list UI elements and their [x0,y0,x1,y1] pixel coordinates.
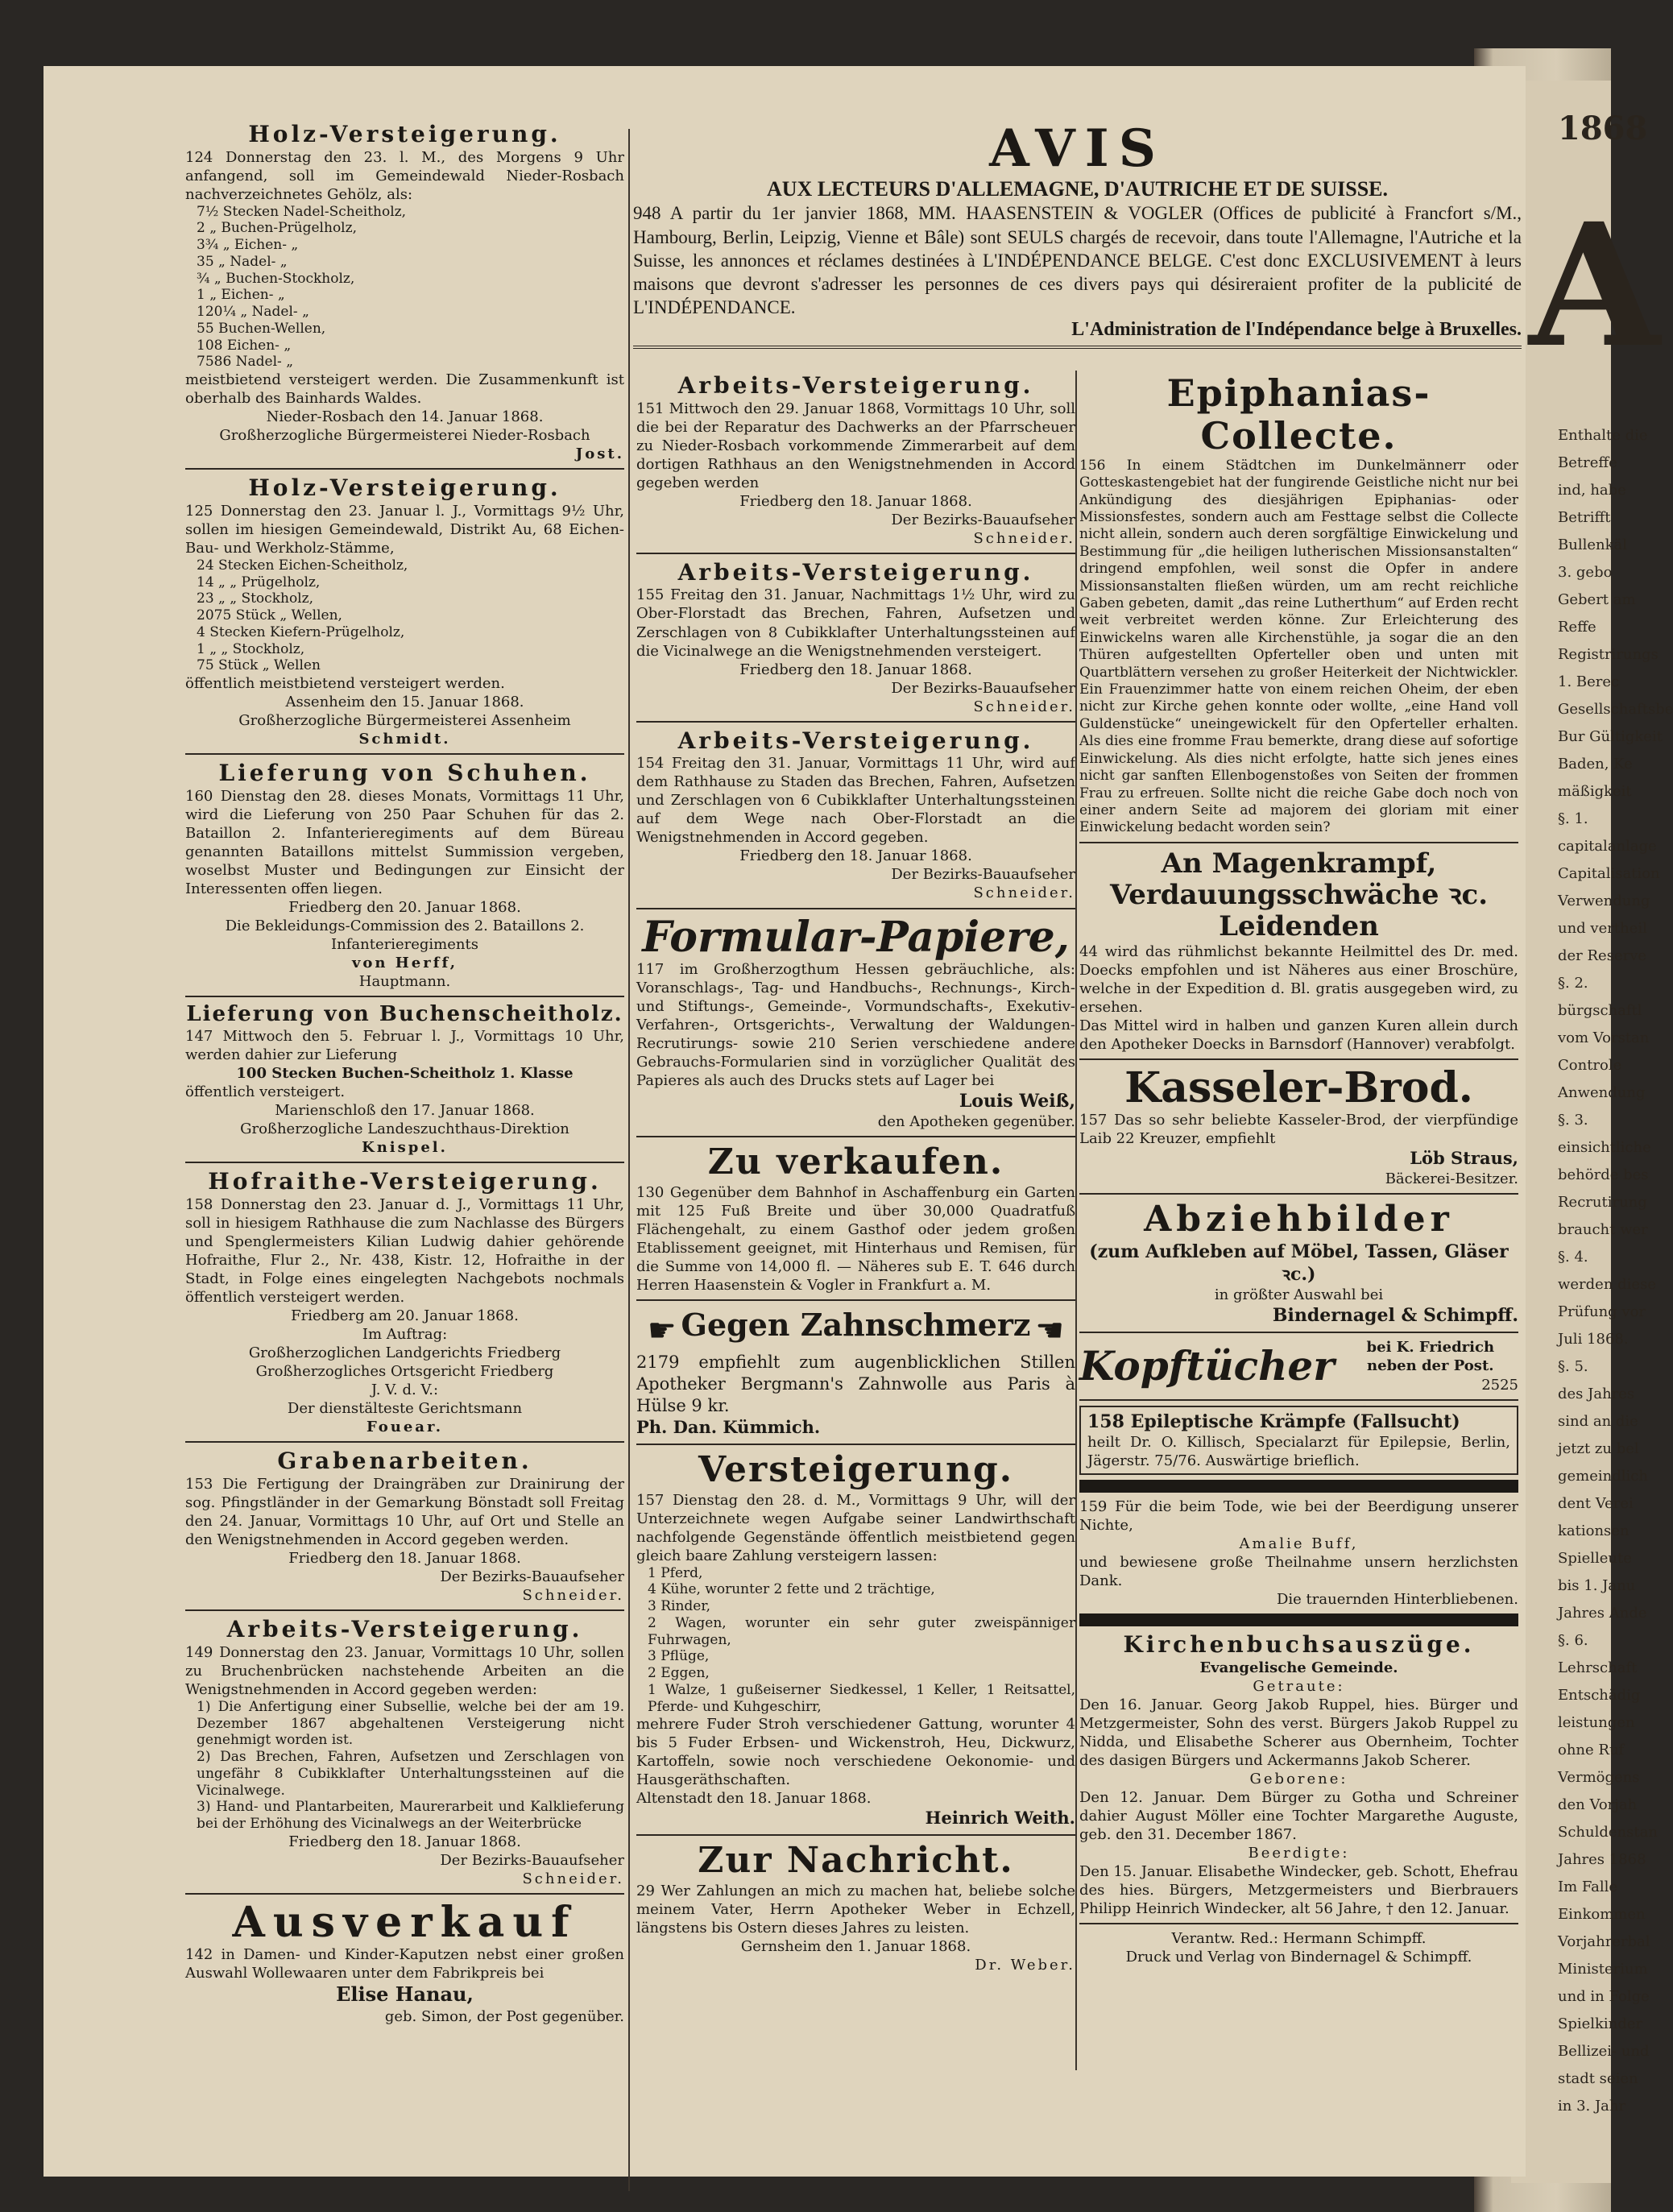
ad-name: Louis Weiß, [959,1090,1075,1112]
facing-page-fragment: Bullenkäl [1558,536,1627,553]
item-list [197,1699,624,1833]
facing-page-fragment: Vorjahrerbal [1558,1933,1650,1950]
divider [185,1441,624,1443]
ad-name: Löb Straus, [1410,1148,1518,1169]
ad-intro: 125 Donnerstag den 23. Januar l. J., Vormittags 9½ Uhr, sollen im hiesigen Gemeindewald, Distrikt Au, 68 Eichen-Bau- und Werkholz-Stämme, [185,502,624,557]
ad-title: Lieferung von Schuhen. [218,760,591,787]
ad-text: 153 Die Fertigung der Draingräben zur Drainirung der sog. Pfingstländer in der Gemarkung Bönstadt soll Freitag den 24. Januar, Vormittags 10 Uhr, auf Ort und Stelle an den Wenigstnehmenden in Accord gegeben werden. [185,1476,624,1549]
list-item: 24 Stecken Eichen-Scheitholz, [197,557,408,574]
facing-page-fragment: Einkommen [1558,1906,1646,1923]
divider [185,1609,624,1611]
facing-page-fragment: §. 1. [1558,810,1588,827]
ad-text: 157 Dienstag den 28. d. M., Vormittags 9 Uhr, will der Unterzeichnete wegen Aufgabe seiner Landwirthschaft nachfolgende Gegenstände öffentlich meistbietend gegen gleich baare Zahlung versteigern lassen: [636,1491,1075,1564]
ad-rank: Hauptmann. [358,973,451,991]
ad-place-date: Marienschloß den 17. Januar 1868. [275,1102,535,1120]
facing-page-fragment: dent Verei [1558,1495,1634,1512]
facing-page-fragment: Spielkinder [1558,2015,1643,2032]
facing-page-fragment: Verwendung [1558,893,1650,909]
ad-signature: Fouear. [366,1419,444,1436]
facing-page-fragment: kationsen [1558,1522,1630,1539]
list-item: 1) Die Anfertigung einer Subsellie, welche bei der am 19. Dezember 1867 abgehaltenen Versteigerung nicht genehmigt worden ist. [197,1698,624,1749]
ad-title: Formular-Papiere, [642,912,1070,962]
facing-page-fragment: ind, habe [1558,482,1626,499]
ad-text: heilt Dr. O. Killisch, Specialarzt für Epilepsie, Berlin, Jägerstr. 75/76. Auswärtige brieflich. [1087,1433,1510,1469]
list-item: 2 Eggen, [648,1665,710,1682]
ad-text: Das Mittel wird in halben und ganzen Kuren allein durch den Apotheker Doecks in Barnsdorf (Hannover) verabfolgt. [1079,1017,1518,1054]
list-item: 14 „ „ Prügelholz, [197,574,321,590]
facing-page-fragment: 3. gebo [1558,564,1613,581]
ad-line: Im Auftrag: [362,1326,448,1344]
facing-page-fragment: §. 4. [1558,1249,1588,1265]
ad-place-date: Friedberg den 18. Januar 1868. [288,1833,521,1850]
ad-avis [633,118,1522,354]
ad-text: 29 Wer Zahlungen an mich zu machen hat, beliebe solche meinem Vater, Herrn Apotheker Weber in Echzell, längstens bis Ostern dieses Jahres zu leisten. [636,1882,1075,1937]
imprint [1079,1929,1518,1967]
ad-title: Abziehbilder [1144,1199,1454,1241]
list-item: 3) Hand- und Plantarbeiten, Maurerarbeit und Kalklieferung bei der Erhöhung des Vicinalwegs an der Weiterbrücke [197,1799,624,1833]
ad-title: Kasseler-Brod. [1124,1063,1473,1113]
ad-title: Epiphanias-Collecte. [1166,371,1431,458]
ad-extra: Bäckerei-Besitzer. [1385,1170,1518,1188]
column-2 [636,372,1075,1974]
ad-title: Ausverkauf [232,1897,578,1947]
ad-epiphanias-collecte [1079,372,1518,837]
ad-name: Amalie Buff, [1239,1535,1359,1552]
ad-title: An Magenkrampf, Verdauungsschwäche ꝛc. Leidenden [1109,847,1489,942]
divider [185,1893,624,1895]
ad-arbeits-versteigerung-149 [185,1616,624,1888]
list-item: 3 Rinder, [648,1598,711,1615]
ad-text: 158 Donnerstag den 23. Januar d. J., Vormittags 11 Uhr, soll in hiesigem Rathhause die zum Nachlasse des Bürgers und Spenglermeisters Kilian Ludwig dahier gehörende Hofraithe, Flur 2., Nr. 438, Kistr. 12, Hofraithe in der Stadt, in Folge eines eingelegten Nachgebots nochmals öffentlich versteigert werden. [185,1196,624,1307]
ad-place-date: Friedberg den 18. Januar 1868. [288,1550,521,1568]
facing-page-fragment: des Jahres [1558,1386,1635,1402]
ad-versteigerung-157 [636,1450,1075,1829]
ad-title: Versteigerung. [698,1448,1014,1490]
ad-signature: Jost. [575,445,624,463]
ad-signature: Schneider. [973,884,1075,902]
ad-title: Zur Nachricht. [698,1840,1014,1882]
column-3 [1079,372,1518,1967]
avis-body: 948 A partir du 1er janvier 1868, MM. HAASENSTEIN & VOGLER (Offices de publicité à Francfort s/M., Hambourg, Berlin, Leipzig, Vienne et Bâle) sont SEULS chargés de recevoir, dans toute l'Allemagne, l'Autriche et la Suisse, les annonces et réclames destinées à L'INDÉPENDANCE BELGE. C'est donc EXCLUSIVEMENT à leurs maisons que devront s'adresser les personnes de ces divers pays qui désireraient profiter de la publicité de L'INDÉPENDANCE. [633,203,1522,318]
facing-page-fragment: in 3. Jahr [1558,2098,1626,2115]
list-item: 7586 Nadel- „ [197,354,294,371]
ad-line: Der dienstälteste Gerichtsmann [287,1400,523,1418]
divider [1079,842,1518,843]
list-item: 7½ Stecken Nadel-Scheitholz, [197,203,407,220]
facing-page-fragment: leistungen [1558,1714,1635,1731]
divider [1079,1923,1518,1924]
facing-page-fragment: Gebert am [1558,591,1636,608]
facing-page-fragment: Controle [1558,1057,1622,1074]
list-item: 2 Wagen, worunter ein sehr guter zweispänniger Fuhrwagen, [648,1614,1075,1648]
ad-title: Arbeits-Versteigerung. [677,558,1034,586]
entry-text: Den 12. Januar. Dem Bürger zu Gotha und Schreiner dahier August Möller eine Tochter Margarethe Auguste, geb. den 31. December 1867. [1079,1788,1518,1843]
ad-center-line: 100 Stecken Buchen-Scheitholz 1. Klasse [236,1065,574,1083]
ad-name: Bindernagel & Schimpff. [1272,1305,1518,1327]
pointing-hand-right-icon: ☛ [647,1312,677,1350]
facing-page-fragment: Baden, Ke [1558,756,1633,773]
column-rule [1075,371,1077,2070]
ad-title: Holz-Versteigerung. [248,474,561,502]
ad-title: Arbeits-Versteigerung. [677,372,1034,399]
list-item: 3¾ „ Eichen- „ [197,237,299,254]
ad-place-date: Altenstadt den 18. Januar 1868. [636,1790,872,1808]
divider [636,1444,1075,1445]
facing-page-fragment: §. 6. [1558,1632,1588,1649]
list-item: 2075 Stück „ Wellen, [197,607,342,624]
ad-text: in größter Auswahl bei [1214,1286,1384,1304]
ad-title: Hofraithe-Versteigerung. [208,1168,602,1195]
facing-page-fragment: vom Vorstan [1558,1029,1650,1046]
facing-page-fragment: Bur Gültigkeit [1558,728,1663,745]
ad-extra: den Apotheken gegenüber. [877,1113,1075,1131]
ad-signature: Heinrich Weith. [925,1808,1075,1829]
divider [185,1162,624,1163]
item-list [648,1565,1075,1716]
ad-zu-verkaufen [636,1142,1075,1294]
facing-page-fragment: §. 2. [1558,975,1588,992]
ad-ausverkauf [185,1899,624,2026]
facing-page-fragment: Prüfung vor [1558,1303,1646,1320]
ad-place-date: Assenheim den 15. Januar 1868. [285,694,524,711]
ad-authority: Der Bezirks-Bauaufseher [440,1851,624,1869]
facing-page-fragment: Ministerium [1558,1961,1648,1978]
ad-place-date: Friedberg den 18. Januar 1868. [739,492,972,510]
facing-page-fragment: den Vorjah [1558,1796,1638,1813]
ad-abziehbilder [1079,1199,1518,1327]
ad-signature: Knispel. [362,1139,448,1157]
list-item: 108 Eichen- „ [197,337,292,354]
facing-page-fragment: Capitalisation [1558,865,1660,882]
ad-epileptische-kraempfe [1079,1406,1518,1475]
mourning-bar [1079,1480,1518,1493]
facing-page-fragment: Im Falle [1558,1879,1618,1895]
mourning-bar [1079,1613,1518,1626]
ad-line: J. V. d. V.: [371,1381,439,1399]
imprint-editor: Verantw. Red.: Hermann Schimpff. [1171,1929,1427,1947]
facing-page-fragment: Reffe [1558,619,1596,636]
ad-authority: Großherzogliche Landeszuchthaus-Direktion [240,1120,569,1138]
divider [636,908,1075,909]
ad-text: bei K. Friedrich neben der Post. [1366,1339,1495,1375]
subsection-heading: Geborene: [1249,1770,1348,1787]
ad-authority: Großherzogliche Bürgermeisterei Assenheim [238,712,571,730]
divider [636,721,1075,723]
facing-page-fragment: Bellizei- und [1558,2043,1650,2060]
list-item: 4 Stecken Kiefern-Prügelholz, [197,623,405,640]
list-item: 1 „ Eichen- „ [197,287,285,304]
ad-text: öffentlich versteigert. [185,1083,346,1101]
ad-line: Großherzoglichen Landgerichts Friedberg [248,1344,561,1362]
column-1 [185,121,624,2026]
ad-text: 151 Mittwoch den 29. Januar 1868, Vormittags 10 Uhr, soll die bei der Reparatur des Dachwerks an der Pfarrscheuer zu Nieder-Rosbach vorkommende Zimmerarbeit auf dem dortigen Rathhaus an den Wenigstnehmenden in Accord gegeben werden [636,400,1075,491]
facing-page-fragment: jetzt zu bel [1558,1440,1639,1457]
divider [1079,1058,1518,1060]
facing-page-fragment: 1. Berec [1558,673,1620,690]
facing-page-fragment: Enthalte die [1558,427,1648,444]
ad-signature: Schneider. [522,1870,624,1887]
ad-text: 159 Für die beim Tode, wie bei der Beerdigung unserer Nichte, [1079,1497,1518,1534]
divider [633,346,1522,349]
ad-line: Großherzogliches Ortsgericht Friedberg [255,1363,554,1381]
facing-page-fragment: Recrutirung [1558,1194,1647,1211]
facing-page-fragment: Jahres Ande [1558,1605,1647,1622]
ad-authority: Großherzogliche Bürgermeisterei Nieder-Rosbach [219,427,590,445]
facing-page-fragment: §. 3. [1558,1112,1588,1129]
list-item: 2) Das Brechen, Fahren, Aufsetzen und Zerschlagen von ungefähr 8 Cubikklafter Unterhaltungssteinen auf die Vicinalwege. [197,1749,624,1799]
ad-text: 157 Das so sehr beliebte Kasseler-Brod, der vierpfündige Laib 22 Kreuzer, empfiehlt [1079,1112,1518,1148]
facing-page-fragment: stadt seien [1558,2070,1638,2087]
facing-page-fragment: Entschädig [1558,1687,1641,1704]
facing-page-fragment: Juli 1868. [1558,1331,1629,1348]
ad-title: Gegen Zahnschmerz [681,1306,1031,1343]
ad-text: 117 im Großherzogthum Hessen gebräuchliche, als: Voranschlags-, Tag- und Handbuchs-, Rechnungs-, Kirch- und Stiftungs-, Gemeinde-, Vormundschafts-, Exekutiv-Verfahren-, Ortsgerichts-, Verwaltung der Waldungen-Recrutirungs- sowie 210 Serien verschiedene andere Gebrauchs-Formularien sind in vorzüglicher Qualität des Papieres als auch des Drucks stets auf Lager bei [636,960,1075,1089]
divider [636,553,1075,554]
facing-page-fragment: und in Folge [1558,1988,1650,2005]
ad-title: Lieferung von Buchenscheitholz. [186,1002,623,1027]
divider [636,1136,1075,1137]
ad-signature: Dr. Weber. [975,1957,1075,1974]
list-item: 75 Stück „ Wellen [197,657,321,674]
ad-text: 130 Gegenüber dem Bahnhof in Aschaffenburg ein Garten mit 125 Fuß Breite und über 30,000 Quadratfuß Flächengehalt, zu einem Gasthof oder jedem großen Etablissement geeignet, mit Hinterhaus und Remisen, für die Summe von 14,000 fl. — Näheres sub E. T. 646 durch Herren Haasenstein & Vogler in Frankfurt a. M. [636,1183,1075,1294]
ad-signature: von Herff, [351,955,458,972]
ad-title: Kopftücher [1079,1341,1335,1390]
imprint-publisher: Druck und Verlag von Bindernagel & Schimpff. [1125,1949,1472,1966]
ad-place-date: Friedberg den 18. Januar 1868. [739,661,972,678]
facing-page-fragment: Betrifft [1558,509,1611,526]
ad-formular-papiere [636,914,1075,1132]
ad-hofraithe-versteigerung [185,1168,624,1436]
column-rule [628,129,630,2191]
ad-title: Grabenarbeiten. [277,1448,532,1475]
facing-page-fragment: Vermögens [1558,1769,1640,1786]
section-subtitle: Evangelische Gemeinde. [1199,1659,1398,1676]
kirchenbuchsauszuege [1079,1631,1518,1918]
item-list [197,204,624,371]
ad-zur-nachricht [636,1841,1075,1974]
divider [1079,1332,1518,1333]
entry-text: Den 16. Januar. Georg Jakob Ruppel, hies. Bürger und Metzgermeister, Sohn des verst. Bürgers Jakob Ruppel zu Nidda, und Elisabethe Scherer aus Obernheim, Tochter des dasigen Bürgers und Ackermanns Jakob Scherer. [1079,1696,1518,1769]
divider [185,996,624,997]
facing-page-fragment: werden diese [1558,1276,1656,1293]
ad-extra: geb. Simon, der Post gegenüber. [384,2007,624,2025]
ad-intro: 124 Donnerstag den 23. l. M., des Morgens 9 Uhr anfangend, soll im Gemeindewald Nieder-Rosbach nachverzeichnetes Gehölz, als: [185,148,624,203]
divider [636,1299,1075,1301]
facing-page-fragment: einsichtliche [1558,1139,1651,1156]
list-item: ¾ „ Buchen-Stockholz, [197,270,355,287]
list-item: 2 „ Buchen-Prügelholz, [197,220,357,237]
ad-authority: Die Bekleidungs-Commission des 2. Bataillons 2. Infanterieregiments [225,917,585,953]
list-item: 23 „ „ Stockholz, [197,590,313,607]
facing-page-fragment: Schuldenstan [1558,1824,1658,1841]
facing-page-fragment: Betreffe [1558,454,1617,471]
facing-page-fragment: bürgschaftl [1558,1002,1642,1019]
ad-text: 44 wird das rühmlichst bekannte Heilmittel des Dr. med. Doecks empfohlen und ist Näheres aus einer Broschüre, welche in der Expedition d. Bl. gratis ausgegeben wird, zu ersehen. [1079,943,1518,1017]
ad-arbeits-versteigerung-154 [636,727,1075,903]
ad-signature: Schneider. [522,1587,624,1605]
list-item: 55 Buchen-Wellen, [197,320,326,337]
ad-gegen-zahnschmerz [636,1306,1075,1439]
facing-page-number: 1868 [1558,110,1648,147]
ad-name: Elise Hanau, [336,1982,474,2007]
list-item: 120¼ „ Nadel- „ [197,304,309,321]
facing-page-fragment: bis 1. Janu [1558,1577,1636,1594]
ad-authority: Der Bezirks-Bauaufseher [891,866,1075,884]
ad-text: 149 Donnerstag den 23. Januar, Vormittags 10 Uhr, sollen zu Bruchenbrücken nachstehende Arbeiten an die Wenigstnehmenden in Accord gegeben werden: [185,1643,624,1698]
pointing-hand-left-icon: ☚ [1035,1312,1065,1350]
list-item: 4 Kühe, worunter 2 fette und 2 trächtige, [648,1581,935,1598]
ad-title: Arbeits-Versteigerung. [677,727,1034,754]
list-item: 35 „ Nadel- „ [197,253,288,270]
facing-page-fragment: Lehrschaft [1558,1659,1638,1676]
ad-place-date: Friedberg am 20. Januar 1868. [291,1307,519,1325]
ad-authority: Der Bezirks-Bauaufseher [440,1568,624,1586]
ad-name: Ph. Dan. Kümmich. [636,1417,821,1438]
subsection-heading: Beerdigte: [1248,1844,1350,1862]
ad-arbeits-versteigerung-155 [636,559,1075,716]
ad-text: 160 Dienstag den 28. dieses Monats, Vormittags 11 Uhr, wird die Lieferung von 250 Paar Schuhen für das 2. Bataillon 2. Infanterieregiments auf dem Büreau genannten Bataillons mittelst Summission vergeben, woselbst Muster und Bedingungen zur Einsicht der Interessenten offen liegen. [185,787,624,897]
ad-authority: Der Bezirks-Bauaufseher [891,679,1075,697]
avis-subtitle: AUX LECTEURS D'ALLEMAGNE, D'AUTRICHE ET DE SUISSE. [766,177,1389,201]
ad-holz-versteigerung-125 [185,474,624,748]
ad-place-date: Gernsheim den 1. Januar 1868. [740,1938,971,1956]
ad-arbeits-versteigerung-151 [636,372,1075,548]
ad-place-date: Friedberg den 18. Januar 1868. [739,847,972,865]
facing-page-fragment: Jahres 1868 [1558,1851,1646,1868]
ad-title: Arbeits-Versteigerung. [226,1616,583,1643]
facing-page-fragment: capitalanlage [1558,838,1657,855]
ad-danksagung [1079,1497,1518,1609]
facing-page-fragment: gemeindlich [1558,1468,1648,1485]
ad-text: 142 in Damen- und Kinder-Kaputzen nebst einer großen Auswahl Wollewaaren unter dem Fabrikpreis bei [185,1946,624,1982]
divider [636,1834,1075,1836]
facing-page-fragment: Spielleute [1558,1550,1632,1567]
facing-page [1511,81,1673,2183]
ad-kopftuecher [1079,1338,1518,1394]
facing-page-fragment: sind an die [1558,1413,1638,1430]
ad-title: Zu verkaufen. [707,1141,1004,1183]
facing-page-fragment: Registrirungs [1558,646,1659,663]
ad-text: öffentlich meistbietend versteigert werden. [185,675,505,693]
facing-page-fragment: mäßigkeit [1558,783,1632,800]
ad-text: 147 Mittwoch den 5. Februar l. J., Vormittags 10 Uhr, werden dahier zur Lieferung [185,1028,624,1064]
subsection-heading: Getraute: [1253,1677,1345,1695]
facing-page-fragment: §. 5. [1558,1358,1588,1375]
divider [1079,1399,1518,1401]
facing-page-masthead-letter: A [1529,186,1660,385]
section-title: Kirchenbuchsauszüge. [1123,1630,1475,1658]
ad-lieferung-schuhe [185,760,624,991]
entry-text: Den 15. Januar. Elisabethe Windecker, geb. Schott, Ehefrau des hies. Bürgers, Metzgermeisters und Bierbrauers Philipp Heinrich Windecker, alt 56 Jahre, † den 12. Januar. [1079,1862,1518,1917]
ad-text: 2179 empfiehlt zum augenblicklichen Stillen Apotheker Bergmann's Zahnwolle aus Paris à Hülse 9 kr. [636,1352,1075,1416]
item-list [197,557,624,674]
list-item: 1 Pferd, [648,1564,703,1581]
list-item: 1 „ „ Stockholz, [197,640,305,657]
ad-text: mehrere Fuder Stroh verschiedener Gattung, worunter 4 bis 5 Fuder Erbsen- und Wickenstroh, Heu, Dickwurz, Kartoffeln, sowie noch verschiedene Oekonomie- und Hausgeräthschaften. [636,1716,1075,1789]
facing-page-fragment: behörde bes [1558,1166,1649,1183]
ad-text: (zum Aufkleben auf Möbel, Tassen, Gläser ꝛc.) [1089,1241,1509,1286]
ad-title: 158 Epileptische Krämpfe (Fallsucht) [1087,1410,1460,1432]
ad-title: Holz-Versteigerung. [248,121,561,147]
ad-place-date: Nieder-Rosbach den 14. Januar 1868. [266,408,544,426]
ad-magenkrampf [1079,848,1518,1054]
avis-title: AVIS [989,118,1166,179]
ad-signature: Schneider. [973,529,1075,547]
facing-page-fragment: braucht wer [1558,1221,1648,1238]
ad-signature: Schmidt. [358,731,451,748]
divider [185,468,624,470]
ad-text: 156 In einem Städtchen im Dunkelmännerr oder Gotteskastengebiet hat der fungirende Geistliche nicht nur bei Ankündigung des diesjährigen Epiphanias- oder Missionsfestes, sondern auch am Festtage selbst die Collecte nicht allein, sondern auch deren sorgfältige Einwickelung und Bestimmung für „die heiligen lutherischen Missionsanstalten“ dringend empfohlen, weil sonst die Opfer in andere Missionsanstalten fließen würden, um am recht reichliche Gaben gebeten, damit „das reine Lutherthum“ auf Erden recht weit verbreitet werden könne. Zur Erleichterung des Einwickelns waren alle Kirchenstühle, ja sogar die an den Thüren aufgestellten Opferteller oben und unten mit Quartblättern versehen zu großer Heiterkeit der Nichtwickler. Ein Frauenzimmer hatte von einem reichen Oheim, der eben nicht zur Kirche gehen konnte oder wollte, „eine Hand voll Guldenstücke“ uneingewickelt für den Opferteller erhalten. Als dies eine fromme Frau bemerkte, drang diese auf sofortige Einwickelung. Als dies nicht erfolgte, hatte sich jenes eines nicht gar sanften Ellenbogenstoßes von Seiten der frommen Frau zu erfreuen. Sollte nicht die reiche Gabe doch noch von einer andern Seite ad majorem dei gloriam mit einer Einwickelung bedacht worden sein? [1079,457,1518,836]
ad-holz-versteigerung-124 [185,121,624,463]
facing-page-fragment: der Reserve [1558,947,1647,964]
facing-page-fragment: und vertheil [1558,920,1647,937]
list-item: 3 Pflüge, [648,1648,710,1665]
facing-page-fragment: Gesellschaftsbe [1558,701,1673,718]
ad-kasseler-brod [1079,1065,1518,1188]
ad-signature: Die trauernden Hinterbliebenen. [1276,1590,1518,1608]
facing-page-fragment: Anwendung [1558,1084,1646,1101]
facing-page-fragment: ohne Ruf [1558,1742,1625,1758]
divider [185,753,624,755]
ad-text: meistbietend versteigert werden. Die Zusammenkunft ist oberhalb des Bainhards Waldes. [185,371,624,408]
ad-text: und bewiesene große Theilnahme unsern herzlichsten Dank. [1079,1553,1518,1589]
avis-signature: L'Administration de l'Indépendance belge à Bruxelles. [1071,319,1522,341]
ad-grabenarbeiten [185,1448,624,1605]
divider [1079,1193,1518,1195]
ad-text: 154 Freitag den 31. Januar, Vormittags 11 Uhr, wird auf dem Rathhause zu Staden das Brechen, Fahren, Aufsetzen und Zerschlagen von 6 Cubikklafter Unterhaltungssteinen auf dem Wege nach Ober-Florstadt an die Wenigstnehmenden in Accord gegeben. [636,755,1075,847]
ad-text: 155 Freitag den 31. Januar, Nachmittags 1½ Uhr, wird zu Ober-Florstadt das Brechen, Fahren, Aufsetzen und Zerschlagen von 8 Cubikklafter Unterhaltungssteinen auf die Vicinalwege an die Wenigstnehmenden versteigert. [636,586,1075,660]
ad-lieferung-buchenscheitholz [185,1002,624,1157]
ad-place-date: Friedberg den 20. Januar 1868. [288,898,521,916]
list-item: 1 Walze, 1 gußeiserner Siedkessel, 1 Keller, 1 Reitsattel, Pferde- und Kuhgeschirr, [648,1681,1075,1715]
ad-signature: Schneider. [973,698,1075,715]
ad-number: 2525 [1481,1376,1518,1394]
ad-authority: Der Bezirks-Bauaufseher [891,511,1075,528]
